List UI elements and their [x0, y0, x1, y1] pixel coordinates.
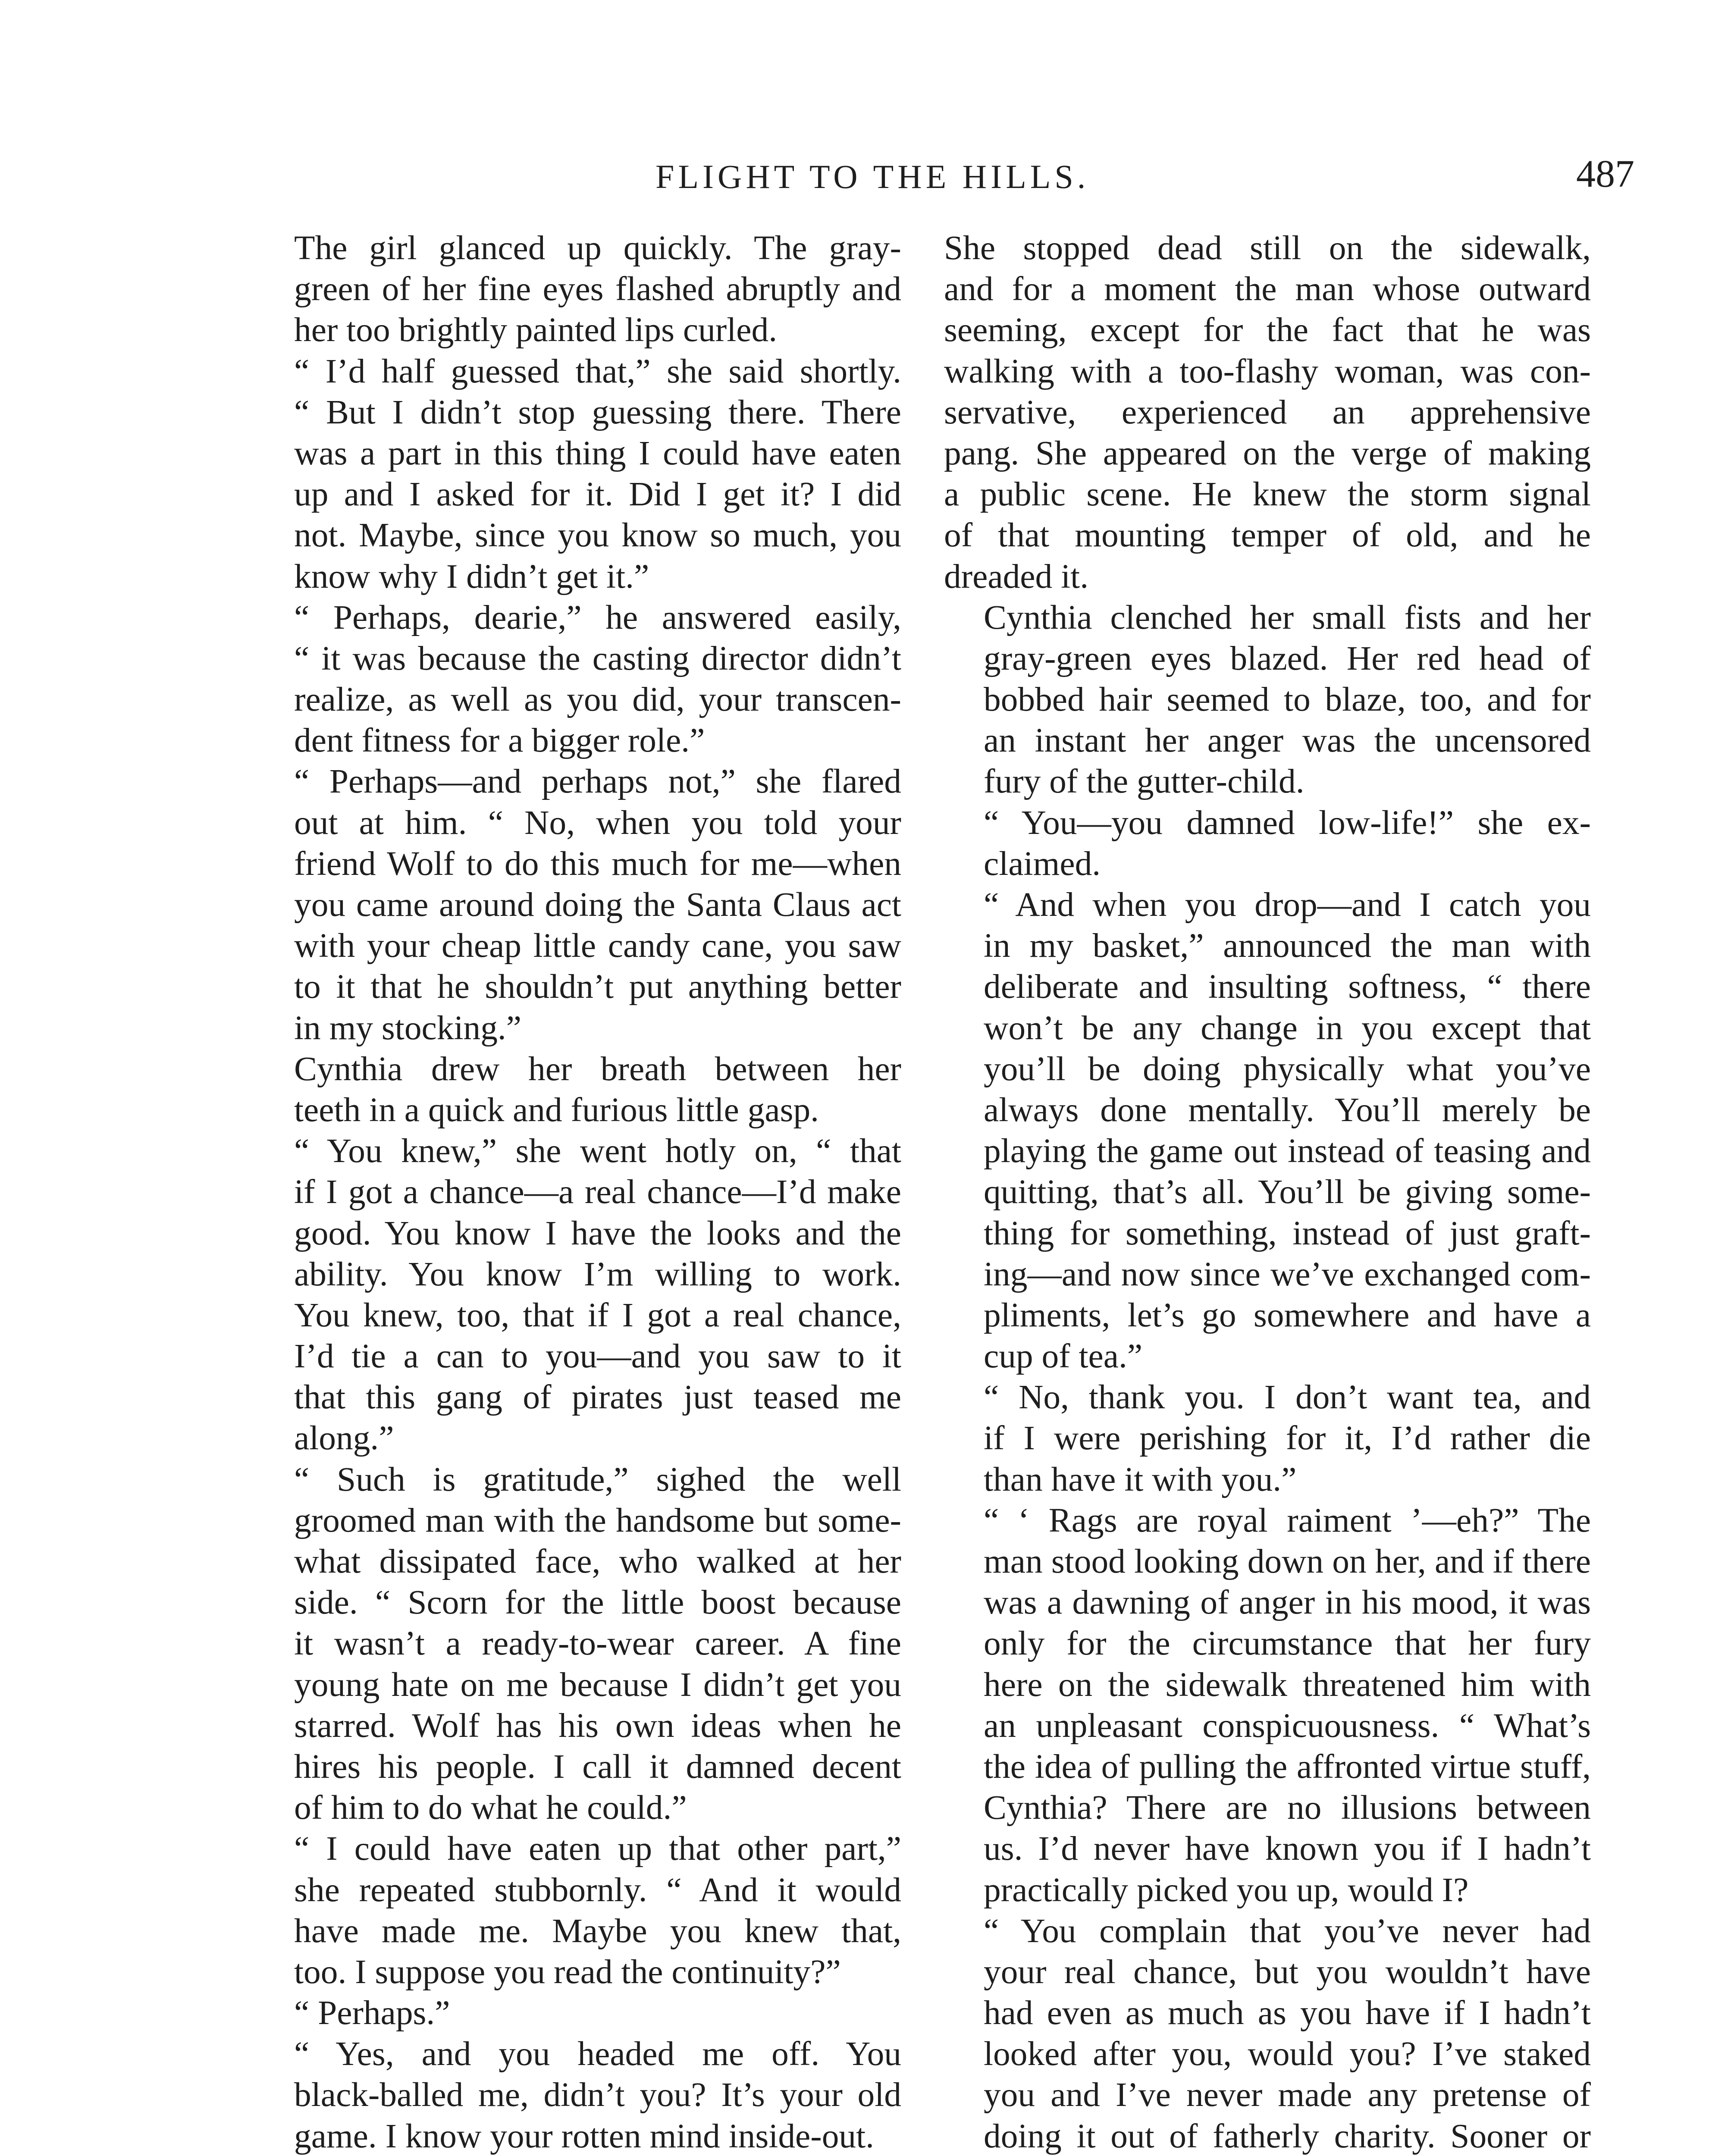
text-line: practically picked you up, would I?: [984, 1871, 1469, 1909]
text-line: seeming, except for the fact that he was: [944, 311, 1591, 349]
text-line: young hate on me because I didn’t get you: [294, 1665, 901, 1704]
text-line: Cynthia? There are no illusions between: [984, 1789, 1591, 1827]
text-line: You knew, too, that if I got a real chance,: [294, 1296, 901, 1334]
text-line: “ And when you drop—and I catch you: [984, 886, 1591, 924]
text-line: “ Perhaps.”: [294, 1994, 450, 2032]
page-number: 487: [1576, 153, 1634, 195]
text-line: realize, as well as you did, your transcen-: [294, 680, 901, 719]
text-line: out at him. “ No, when you told your: [294, 803, 901, 842]
text-line: too. I suppose you read the continuity?”: [294, 1952, 841, 1991]
text-line: “ You—you damned low-life!” she ex-: [984, 803, 1591, 842]
paragraph: [254, 1828, 901, 1993]
text-line: side. “ Scorn for the little boost because: [294, 1583, 901, 1622]
text-line: “ Such is gratitude,” sighed the well: [294, 1460, 901, 1498]
running-head: [474, 155, 1682, 216]
text-line: not. Maybe, since you know so much, you: [294, 516, 901, 555]
text-line: you and I’ve never made any pretense of: [984, 2076, 1591, 2114]
text-line: bobbed hair seemed to blaze, too, and for: [984, 680, 1591, 719]
paragraph: [254, 2034, 901, 2156]
text-line: She stopped dead still on the sidewalk,: [944, 229, 1591, 267]
text-line: “ No, thank you. I don’t want tea, and: [984, 1378, 1591, 1416]
text-line: than have it with you.”: [984, 1460, 1297, 1498]
text-line: know why I didn’t get it.”: [294, 557, 649, 595]
text-line: if I were perishing for it, I’d rather die: [984, 1419, 1591, 1457]
text-line: I’d tie a can to you—and you saw to it: [294, 1337, 901, 1376]
text-line: deliberate and insulting softness, “ there: [984, 968, 1591, 1006]
text-line: “ I’d half guessed that,” she said shortly.: [294, 352, 901, 390]
text-line: quitting, that’s all. You’ll be giving some-: [984, 1173, 1591, 1211]
text-line: she repeated stubbornly. “ And it would: [294, 1871, 901, 1909]
text-line: “ Yes, and you headed me off. You: [294, 2035, 901, 2073]
text-line: the idea of pulling the affronted virtue stuff,: [984, 1747, 1591, 1786]
text-line: pang. She appeared on the verge of making: [944, 434, 1591, 472]
paragraph: [944, 1500, 1591, 1911]
text-line: doing it out of fatherly charity. Sooner or: [984, 2117, 1591, 2155]
text-line: a public scene. He knew the storm signal: [944, 475, 1591, 514]
paragraph: [254, 761, 901, 1048]
text-line: starred. Wolf has his own ideas when he: [294, 1706, 901, 1745]
paragraph: [944, 802, 1591, 884]
paragraph: [944, 1911, 1591, 2156]
text-line: teeth in a quick and furious little gasp.: [294, 1091, 819, 1129]
text-line: ability. You know I’m willing to work.: [294, 1255, 901, 1293]
text-line: pliments, let’s go somewhere and have a: [984, 1296, 1591, 1334]
text-line: groomed man with the handsome but some-: [294, 1501, 901, 1539]
text-line: her too brightly painted lips curled.: [294, 311, 778, 349]
text-line: man stood looking down on her, and if there: [984, 1542, 1591, 1580]
text-line: “ I could have eaten up that other part,”: [294, 1830, 901, 1868]
text-line: to it that he shouldn’t put anything better: [294, 968, 901, 1006]
text-line: had even as much as you have if I hadn’t: [984, 1994, 1591, 2032]
right-text-column: [944, 228, 1591, 2156]
text-line: Cynthia drew her breath between her: [294, 1050, 901, 1088]
paragraph: [254, 1049, 901, 1131]
paragraph: [254, 228, 901, 351]
text-line: game. I know your rotten mind inside-out.: [294, 2117, 874, 2155]
paragraph: [254, 1459, 901, 1829]
text-line: gray-green eyes blazed. Her red head of: [984, 639, 1591, 677]
running-title: FLIGHT TO THE HILLS.: [655, 158, 1090, 195]
text-line: friend Wolf to do this much for me—when: [294, 844, 901, 883]
text-line: claimed.: [984, 844, 1101, 883]
text-line: up and I asked for it. Did I get it? I did: [294, 475, 901, 514]
text-line: always done mentally. You’ll merely be: [984, 1091, 1591, 1129]
text-line: ing—and now since we’ve exchanged com-: [984, 1255, 1591, 1293]
text-line: “ You knew,” she went hotly on, “ that: [294, 1132, 901, 1170]
text-line: black-balled me, didn’t you? It’s your old: [294, 2076, 901, 2114]
left-text-column: [254, 228, 901, 2156]
text-line: good. You know I have the looks and the: [294, 1214, 901, 1252]
text-line: along.”: [294, 1419, 394, 1457]
text-line: you’ll be doing physically what you’ve: [984, 1050, 1591, 1088]
text-line: you came around doing the Santa Claus act: [294, 886, 901, 924]
text-line: here on the sidewalk threatened him with: [984, 1665, 1591, 1704]
text-line: cup of tea.”: [984, 1337, 1143, 1376]
text-line: “ Perhaps, dearie,” he answered easily,: [294, 598, 901, 636]
text-line: if I got a chance—a real chance—I’d make: [294, 1173, 901, 1211]
text-line: “ You complain that you’ve never had: [984, 1912, 1591, 1950]
text-line: servative, experienced an apprehensive: [944, 393, 1591, 431]
paragraph: [254, 597, 901, 761]
text-line: of that mounting temper of old, and he: [944, 516, 1591, 555]
text-line: an instant her anger was the uncensored: [984, 721, 1591, 760]
text-line: The girl glanced up quickly. The gray-: [294, 229, 901, 267]
paragraph: [254, 351, 901, 597]
paragraph: [944, 884, 1591, 1377]
paragraph: [254, 1131, 901, 1459]
text-line: green of her fine eyes flashed abruptly and: [294, 270, 901, 308]
text-line: in my basket,” announced the man with: [984, 927, 1591, 965]
text-line: thing for something, instead of just graft-: [984, 1214, 1591, 1252]
text-line: playing the game out instead of teasing and: [984, 1132, 1591, 1170]
text-line: with your cheap little candy cane, you saw: [294, 927, 901, 965]
text-line: have made me. Maybe you knew that,: [294, 1912, 901, 1950]
text-line: what dissipated face, who walked at her: [294, 1542, 901, 1580]
text-line: “ it was because the casting director didn’t: [294, 639, 901, 677]
paragraph: [944, 228, 1591, 597]
text-line: “ But I didn’t stop guessing there. There: [294, 393, 901, 431]
text-line: in my stocking.”: [294, 1009, 522, 1047]
text-line: of him to do what he could.”: [294, 1789, 687, 1827]
text-line: was a part in this thing I could have eaten: [294, 434, 901, 472]
text-line: was a dawning of anger in his mood, it was: [984, 1583, 1591, 1622]
text-line: looked after you, would you? I’ve staked: [984, 2035, 1591, 2073]
text-line: dreaded it.: [944, 557, 1089, 595]
paragraph: [944, 597, 1591, 802]
text-line: fury of the gutter-child.: [984, 762, 1305, 801]
text-line: walking with a too-flashy woman, was con-: [944, 352, 1591, 390]
text-line: your real chance, but you wouldn’t have: [984, 1952, 1591, 1991]
paragraph: [944, 1377, 1591, 1500]
text-line: and for a moment the man whose outward: [944, 270, 1591, 308]
text-line: dent fitness for a bigger role.”: [294, 721, 705, 760]
text-line: won’t be any change in you except that: [984, 1009, 1591, 1047]
text-line: hires his people. I call it damned decent: [294, 1747, 901, 1786]
text-line: Cynthia clenched her small fists and her: [984, 598, 1591, 636]
text-line: only for the circumstance that her fury: [984, 1624, 1591, 1663]
text-line: “ ‘ Rags are royal raiment ’—eh?” The: [984, 1501, 1591, 1539]
paragraph: [254, 1993, 901, 2034]
text-line: “ Perhaps—and perhaps not,” she flared: [294, 762, 901, 801]
text-line: that this gang of pirates just teased me: [294, 1378, 901, 1416]
text-line: an unpleasant conspicuousness. “ What’s: [984, 1706, 1591, 1745]
text-line: us. I’d never have known you if I hadn’t: [984, 1830, 1591, 1868]
text-line: it wasn’t a ready-to-wear career. A fine: [294, 1624, 901, 1663]
